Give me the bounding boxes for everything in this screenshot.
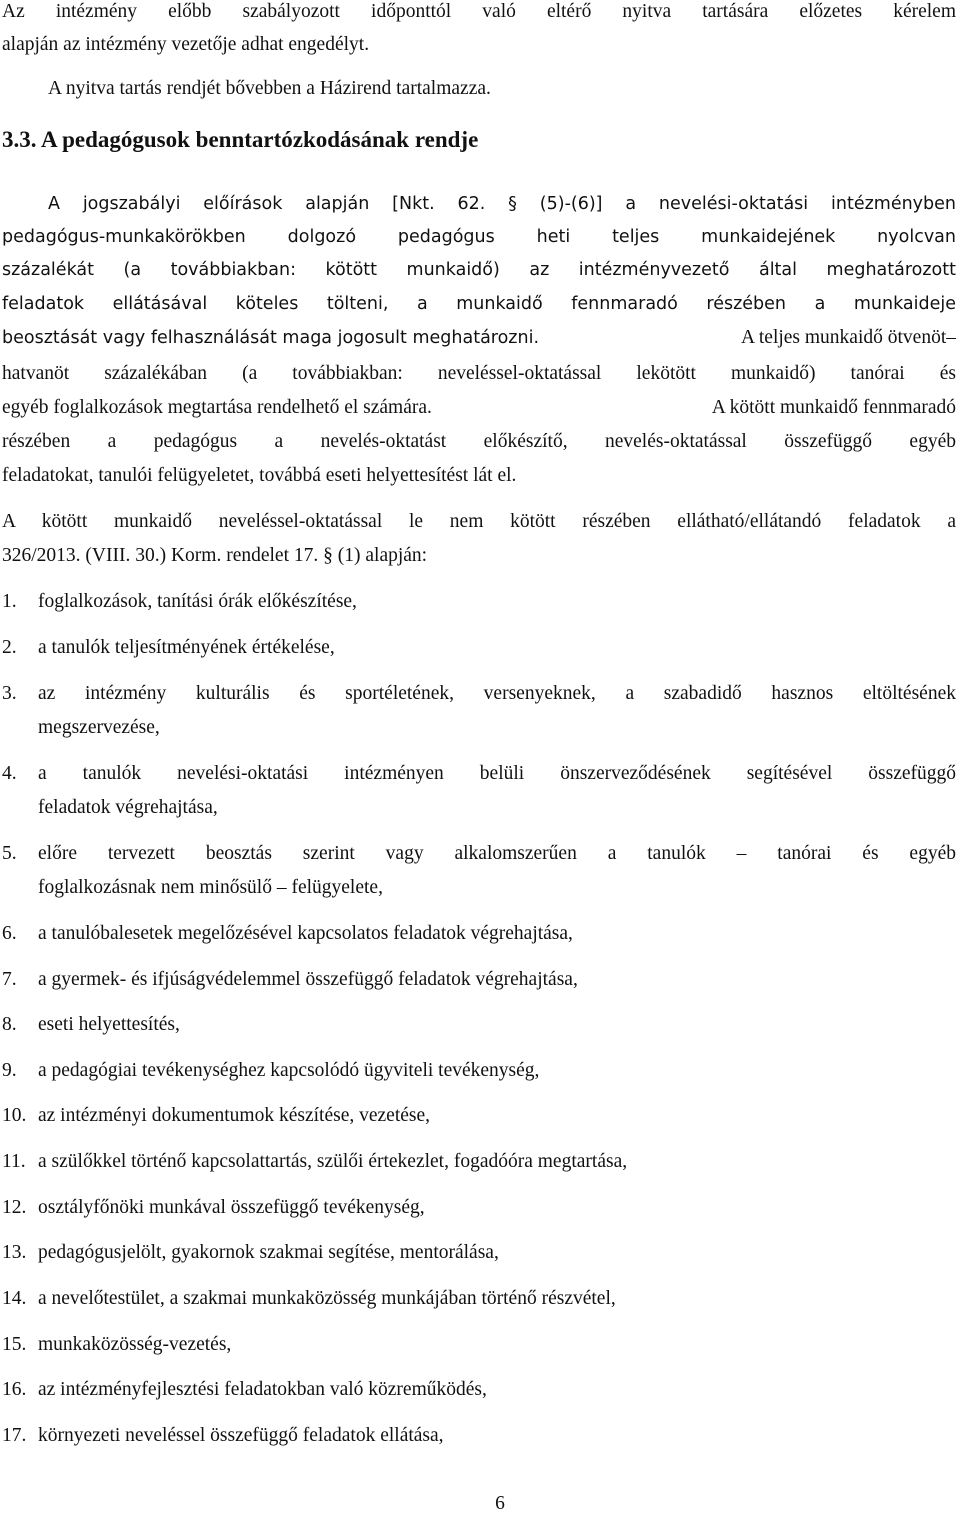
list-item — [0, 1013, 960, 1037]
list-item-number: 10. — [2, 1105, 27, 1126]
list-item-continuation — [0, 876, 960, 900]
list-item-number: 14. — [2, 1288, 27, 1309]
list-item-text: foglalkozásnak nem minősülő – felügyelete, — [38, 877, 383, 898]
list-item-number: 7. — [2, 969, 17, 990]
paragraph-1-line-1: A jogszabályi előírások alapján [Nkt. 62. § (5)-(6)] a nevelési-oktatási intézményben — [48, 194, 956, 214]
list-item-number: 9. — [2, 1060, 17, 1081]
paragraph-1-line-5a: beosztását vagy felhasználását maga jogosult meghatározni. — [2, 328, 540, 348]
list-item-text: a gyermek- és ifjúságvédelemmel összefüggő feladatok végrehajtása, — [38, 969, 578, 990]
paragraph-1-line-5b: A teljes munkaidő ötvenöt– — [740, 327, 956, 348]
list-item-text: az intézményfejlesztési feladatokban való közreműködés, — [38, 1379, 487, 1400]
list-item-text: előre tervezett beosztás szerint vagy alkalomszerűen a tanulók – tanórai és egyéb — [38, 843, 956, 864]
list-item-text: feladatok végrehajtása, — [38, 797, 218, 818]
list-item-text: pedagógusjelölt, gyakornok szakmai segítése, mentorálása, — [38, 1242, 499, 1263]
list-item-number: 13. — [2, 1242, 27, 1263]
paragraph-1-line-2: pedagógus-munkakörökben dolgozó pedagógus heti teljes munkaidejének nyolcvan — [2, 227, 956, 247]
intro-line-1: Az intézmény előbb szabályozott időponttól való eltérő nyitva tartására előzetes kérelem — [2, 1, 956, 22]
paragraph-1-line-7a: egyéb foglalkozások megtartása rendelhető el számára. — [2, 397, 432, 418]
intro-line-2: alapján az intézmény vezetője adhat engedélyt. — [2, 34, 370, 55]
paragraph-1-line-8: részében a pedagógus a nevelés-oktatást előkészítő, nevelés-oktatással összefüggő egyéb — [2, 431, 956, 452]
list-item-text: a tanulók teljesítményének értékelése, — [38, 637, 335, 658]
list-item-number: 15. — [2, 1334, 27, 1355]
list-item-number: 2. — [2, 637, 17, 658]
list-item — [0, 636, 960, 660]
list-item — [0, 968, 960, 992]
list-item-number: 8. — [2, 1014, 17, 1035]
list-item-number: 1. — [2, 591, 17, 612]
list-item-text: az intézmény kulturális és sportéletének, versenyeknek, a szabadidő hasznos eltöltésének — [38, 683, 956, 704]
list-item-text: környezeti neveléssel összefüggő feladatok ellátása, — [38, 1425, 444, 1446]
list-item — [0, 1104, 960, 1128]
list-item-number: 6. — [2, 923, 17, 944]
list-item-number: 3. — [2, 683, 17, 704]
list-item-text: eseti helyettesítés, — [38, 1014, 180, 1035]
list-item-text: osztályfőnöki munkával összefüggő tevékenység, — [38, 1197, 425, 1218]
list-item-text: foglalkozások, tanítási órák előkészítése, — [38, 591, 357, 612]
list-item-text: megszervezése, — [38, 717, 160, 738]
list-item — [0, 842, 960, 866]
paragraph-1-line-7b: A kötött munkaidő fennmaradó — [711, 397, 956, 418]
paragraph-2-line-1: A kötött munkaidő neveléssel-oktatással le nem kötött részében ellátható/ellátandó feladatok a — [2, 511, 956, 532]
list-item — [0, 1378, 960, 1402]
section-heading: 3.3. A pedagógusok benntartózkodásának rendje — [2, 127, 479, 152]
list-item-text: a tanulóbalesetek megelőzésével kapcsolatos feladatok végrehajtása, — [38, 923, 573, 944]
paragraph-1-line-3: százalékát (a továbbiakban: kötött munkaidő) az intézményvezető által meghatározott — [2, 260, 956, 280]
list-item-text: az intézményi dokumentumok készítése, vezetése, — [38, 1105, 431, 1126]
list-item-number: 4. — [2, 763, 17, 784]
list-item — [0, 1424, 960, 1448]
paragraph-2-line-2: 326/2013. (VIII. 30.) Korm. rendelet 17. § (1) alapján: — [2, 545, 428, 566]
list-item-continuation — [0, 716, 960, 740]
paragraph-1-line-9: feladatokat, tanulói felügyeletet, továbbá eseti helyettesítést lát el. — [2, 465, 517, 486]
list-item — [0, 1241, 960, 1265]
list-item — [0, 1059, 960, 1083]
list-item — [0, 1150, 960, 1174]
list-item — [0, 590, 960, 614]
intro-line-3: A nyitva tartás rendjét bővebben a Házirend tartalmazza. — [48, 78, 491, 99]
list-item — [0, 762, 960, 786]
list-item-text: munkaközösség-vezetés, — [38, 1334, 232, 1355]
list-item-number: 16. — [2, 1379, 27, 1400]
list-item-text: a nevelőtestület, a szakmai munkaközösség munkájában történő részvétel, — [38, 1288, 616, 1309]
list-item-text: a szülőkkel történő kapcsolattartás, szülői értekezlet, fogadóóra megtartása, — [38, 1151, 628, 1172]
page-number: 6 — [495, 1493, 505, 1514]
paragraph-1-line-6: hatvanöt százalékában (a továbbiakban: neveléssel-oktatással lekötött munkaidő) tanórai és — [2, 363, 956, 384]
list-item-number: 5. — [2, 843, 17, 864]
list-item-continuation — [0, 796, 960, 820]
paragraph-1-line-4: feladatok ellátásával köteles tölteni, a munkaidő fennmaradó részében a munkaideje — [2, 294, 956, 314]
list-item-number: 12. — [2, 1197, 27, 1218]
list-item-number: 11. — [2, 1151, 26, 1172]
list-item — [0, 1287, 960, 1311]
list-item — [0, 1196, 960, 1220]
list-item-number: 17. — [2, 1425, 27, 1446]
list-item — [0, 1333, 960, 1357]
list-item-text: a pedagógiai tevékenységhez kapcsolódó ügyviteli tevékenység, — [38, 1060, 540, 1081]
list-item-text: a tanulók nevelési-oktatási intézményen belüli önszerveződésének segítésével összefüggő — [38, 763, 956, 784]
list-item — [0, 682, 960, 706]
list-item — [0, 922, 960, 946]
